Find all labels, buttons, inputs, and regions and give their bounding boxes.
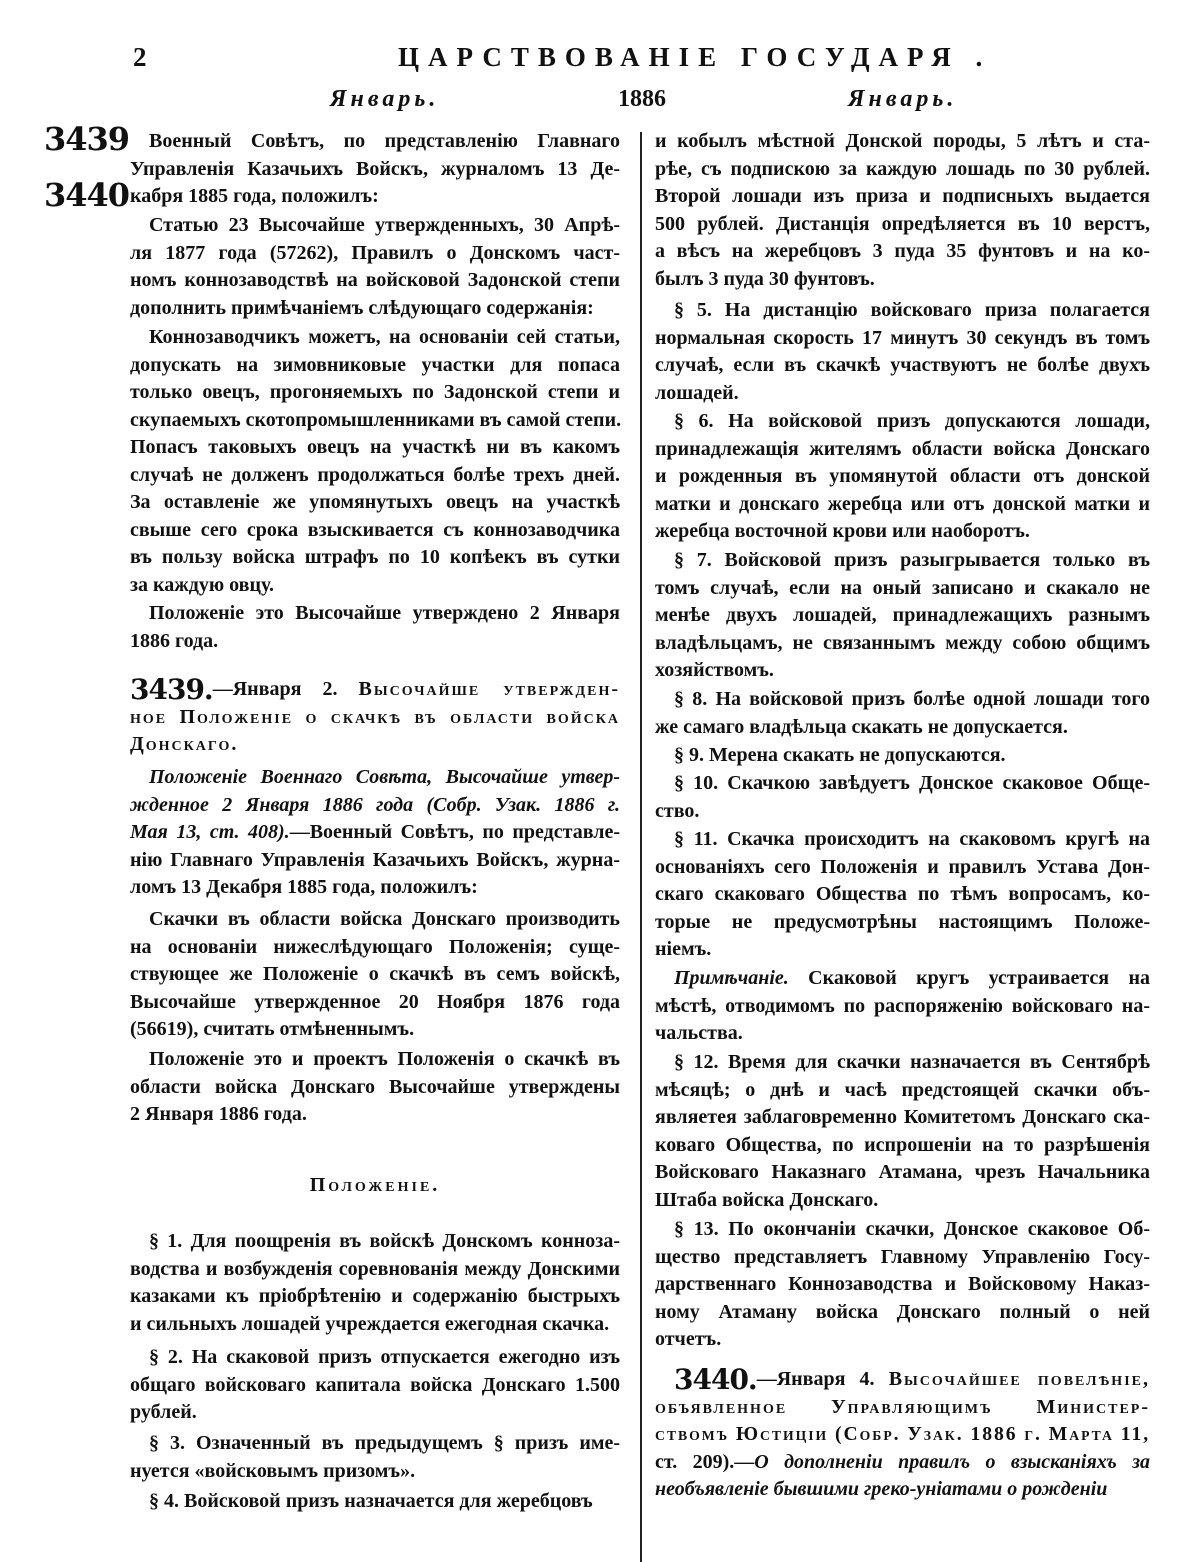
text-segment: необъявленіе бывшими греко-уніатами о рожденіи	[655, 1478, 1108, 1500]
entry-number: 3440.	[674, 1363, 757, 1396]
paragraph	[655, 128, 1150, 293]
text-line	[655, 1363, 1150, 1396]
text-line: § 3. Означенный въ предыдущемъ § призъ име-	[149, 1432, 620, 1454]
text-line	[130, 673, 621, 706]
text-line: Попасъ таковыхъ овецъ на участкѣ ни въ какомъ	[130, 436, 620, 458]
text-line: § 4. Войсковой призъ назначается для жеребцовъ	[149, 1490, 593, 1512]
text-line: § 10. Скачкою завѣдуетъ Донское скаковое Обще-	[674, 772, 1150, 794]
text-line: § 13. По окончаніи скачки, Донское скаковое Об-	[674, 1218, 1150, 1240]
text-line: нію Главнаго Управленія Казачьихъ Войскъ, журна-	[130, 848, 620, 871]
text-line: ніемъ.	[655, 938, 712, 960]
text-line: свыше сего срока взыскивается съ коннозаводчика	[130, 518, 620, 541]
text-line: же самаго владѣльца скакать не допускается.	[655, 715, 1068, 738]
text-line: отчетъ.	[655, 1328, 722, 1350]
text-line: случаѣ, если въ скачкѣ участвуютъ не болѣе двухъ	[655, 354, 1150, 376]
text-line: § 11. Скачка происходитъ на скаковомъ кругѣ на	[674, 828, 1150, 850]
text-segment: Примѣчаніе.	[674, 967, 789, 989]
running-title: ЦАРСТВОВАНІЕ ГОСУДАРЯ .	[398, 42, 992, 72]
text-line: скупаемыхъ скотопромышленниками въ самой степи.	[130, 408, 622, 431]
text-line: Статью 23 Высочайше утвержденныхъ, 30 Апрѣ-	[149, 214, 620, 236]
text-line	[655, 1449, 1150, 1477]
text-line: а вѣсъ на жеребцовъ 3 пуда 35 фунтовъ и на ко-	[655, 240, 1150, 262]
text-line: Штаба войска Донскаго.	[655, 1188, 879, 1211]
paragraph	[655, 686, 1150, 741]
paragraph	[130, 324, 620, 599]
text-segment: объявленное Управляющимъ Министер-	[655, 1395, 1150, 1418]
text-line: случаѣ не долженъ продолжаться болѣе трехъ дней.	[130, 463, 620, 486]
text-line	[130, 792, 620, 820]
margin-number-second: 3440	[44, 176, 130, 214]
text-line: (56619), считать отмѣненнымъ.	[130, 1018, 415, 1040]
paragraph	[130, 1430, 620, 1485]
text-line: нормальная скорость 17 минутъ 30 секундъ въ томъ	[655, 326, 1150, 349]
text-line: и кобылъ мѣстной Донской породы, 5 лѣтъ и ста-	[655, 130, 1150, 152]
text-segment: —Января 4.	[756, 1368, 889, 1390]
paragraph	[655, 547, 1150, 685]
text-line: въ пользу войска штрафъ по 10 копѣекъ въ сутки	[130, 546, 620, 568]
text-segment: Высочайше утвержден-	[358, 678, 621, 700]
text-line: номъ коннозаводствѣ на войсковой Задонской степи	[130, 269, 620, 291]
paragraph	[655, 770, 1150, 825]
text-line: 500 рублей. Дистанція опредѣляется въ 10 верстъ,	[655, 212, 1150, 235]
text-line: за каждую овцу.	[130, 573, 274, 596]
text-line: § 7. Войсковой призъ разыгрывается только въ	[674, 549, 1150, 571]
text-line: дополнить примѣчаніемъ слѣдующаго содержанія:	[130, 296, 594, 319]
text-line: скаго скаковаго Общества по тѣмъ вопросамъ, ко-	[655, 883, 1150, 905]
paragraph	[130, 128, 620, 211]
text-line: владѣльцамъ, не связаннымъ между собою общимъ	[655, 631, 1150, 654]
text-line	[130, 764, 620, 792]
text-line	[655, 965, 1150, 993]
text-line: § 1. Для поощренія въ войскѣ Донскомъ конноза-	[149, 1230, 620, 1252]
text-line: основаніяхъ сего Положенія и правилъ Устава Дон-	[655, 855, 1150, 878]
paragraph	[655, 1049, 1150, 1214]
text-line: Положеніе это и проектъ Положенія о скачкѣ въ	[149, 1048, 620, 1070]
paragraph	[655, 408, 1150, 546]
text-line: § 8. На войсковой призъ болѣе одной лошади того	[674, 688, 1150, 710]
text-segment: Скаковой кругъ устраивается на	[788, 967, 1150, 989]
text-segment: ст. 209).—	[655, 1450, 755, 1473]
text-line	[130, 704, 620, 732]
paragraph	[130, 764, 620, 902]
text-line: лошадей.	[655, 381, 739, 404]
text-line: § 12. Время для скачки назначается въ Сентябрѣ	[674, 1051, 1150, 1073]
text-line: Второй лошади изъ приза и подписныхъ выдается	[655, 185, 1150, 207]
text-line: Коннозаводчикъ можетъ, на основаніи сей статьи,	[149, 326, 620, 348]
text-line: казаками къ пріобрѣтенію и содержанію быстрыхъ	[130, 1285, 620, 1307]
text-line: 2 Января 1886 года.	[130, 1103, 307, 1125]
paragraph	[130, 212, 620, 322]
text-line: только овецъ, прогоняемыхъ по Задонской степи и	[130, 381, 620, 403]
text-line: § 5. На дистанцію войсковаго приза полагается	[674, 299, 1150, 321]
text-line: Высочайше утвержденное 20 Ноября 1876 года	[130, 990, 620, 1013]
text-line	[655, 1476, 1150, 1504]
text-line: и рожденныя въ упомянутой области отъ донской	[655, 465, 1150, 487]
text-line: нуется «войсковымъ призомъ».	[130, 1459, 416, 1482]
month-left: Январь.	[330, 86, 440, 112]
text-segment: —Военный Совѣтъ, по представле-	[289, 821, 621, 843]
text-line: жеребца восточной крови или наоборотъ.	[655, 520, 1030, 542]
paragraph	[655, 826, 1150, 964]
text-line: рублей.	[130, 1401, 197, 1423]
text-line: допускать на зимовниковые участки для попаса	[130, 353, 620, 376]
text-line	[130, 731, 620, 759]
text-line: щество представляетъ Главному Управленію Госу-	[655, 1245, 1150, 1268]
text-segment: Мая 13, ст. 408).	[130, 821, 290, 843]
text-segment: жденное 2 Января 1886 года (Собр. Узак. 1886 г.	[130, 793, 620, 816]
text-line: матки и донскаго жеребца или отъ донской матки и	[655, 492, 1150, 515]
section-heading	[130, 1172, 620, 1200]
text-line: кабря 1885 года, положилъ:	[130, 185, 379, 207]
year: 1886	[618, 86, 666, 112]
text-line: мѣсяцѣ; о днѣ и часѣ предстоящей скачки объ-	[655, 1078, 1150, 1101]
text-line: Положеніе это Высочайше утверждено 2 Января	[149, 602, 620, 624]
text-line: § 9. Мерена скакать не допускаются.	[674, 744, 1006, 766]
paragraph	[655, 1216, 1150, 1354]
text-segment: Положеніе Военнаго Совѣта, Высочайше утвер-	[149, 766, 620, 788]
text-line: Войсковаго Наказнаго Атамана, чрезъ Начальника	[655, 1161, 1150, 1183]
text-line: торые не предусмотрѣны настоящимъ Положе-	[655, 910, 1150, 933]
text-line: Военный Совѣтъ, по представленію Главнаго	[149, 130, 620, 152]
text-line: ля 1877 года (57262), Правилъ о Донскомъ част-	[130, 241, 620, 264]
text-line: ломъ 13 Декабря 1885 года, положилъ:	[130, 876, 478, 898]
text-line: на основаніи нижеслѣдующаго Положенія; суще-	[130, 935, 620, 958]
text-line: ному Атаману войска Донскаго полный о ней	[655, 1300, 1150, 1323]
text-segment: О дополненіи правилъ о взысканіяхъ за	[754, 1450, 1151, 1473]
text-line: хозяйствомъ.	[655, 659, 774, 681]
text-line	[130, 819, 620, 847]
text-line: § 6. На войсковой призъ допускаются лошади,	[674, 410, 1150, 432]
text-line: водства и возбужденія соревнованія между Донскими	[130, 1257, 620, 1280]
paragraph	[130, 1046, 620, 1129]
text-line	[655, 1394, 1150, 1422]
text-line: 1886 года.	[130, 629, 219, 652]
text-line: дарственнаго Коннозаводства и Войсковому Наказ-	[655, 1273, 1150, 1295]
paragraph	[655, 297, 1150, 407]
paragraph	[130, 906, 620, 1044]
text-line: и сильныхъ лошадей учреждается ежегодная скачка.	[130, 1312, 610, 1335]
paragraph	[130, 1228, 620, 1338]
text-segment: —Января 2.	[212, 678, 359, 700]
paragraph	[655, 965, 1150, 1048]
paragraph	[655, 1363, 1151, 1504]
page-number: 2	[133, 42, 147, 72]
text-line: Управленія Казачьихъ Войскъ, журналомъ 13 Де-	[130, 157, 620, 180]
text-line: § 2. На скаковой призъ отпускается ежегодно изъ	[149, 1346, 620, 1368]
column-divider	[640, 132, 642, 1562]
text-line: принадлежащія жителямъ области войска Донскаго	[655, 437, 1150, 460]
month-right: Январь.	[848, 86, 958, 112]
text-line: чальства.	[655, 1022, 743, 1044]
text-line: рѣе, съ подпискою за каждую лошадь по 30 рублей.	[655, 157, 1150, 180]
text-line: Скачки въ области войска Донскаго производить	[149, 908, 620, 930]
text-line: мѣстѣ, отводимомъ по распоряженію войсковаго на-	[655, 994, 1150, 1017]
text-line: коваго Общества, по испрошеніи на то разрѣшенія	[655, 1133, 1150, 1156]
text-line: области войска Донскаго Высочайше утверждены	[130, 1075, 620, 1098]
text-line: былъ 3 пуда 30 фунтовъ.	[655, 267, 875, 290]
paragraph	[130, 673, 621, 759]
paragraph	[655, 742, 1150, 770]
text-segment: Высочайшее повелѣніе,	[888, 1368, 1150, 1390]
text-line: являетея заблаговременно Комитетомъ Донскаго ска-	[655, 1106, 1150, 1128]
entry-number: 3439.	[130, 673, 213, 706]
text-line	[655, 1421, 1150, 1449]
text-line: ствующее же Положеніе о скачкѣ въ семъ войскѣ,	[130, 963, 620, 985]
paragraph	[130, 1488, 620, 1516]
text-line: менѣе двухъ лошадей, принадлежащихъ разнымъ	[655, 604, 1150, 626]
text-segment: Донскаго.	[130, 733, 239, 755]
paragraph	[130, 600, 620, 655]
text-line: За оставленіе же упомянутыхъ овецъ на участкѣ	[130, 491, 620, 513]
text-segment: ствомъ Юстиціи (Собр. Узак. 1886 г. Марта 11,	[655, 1423, 1151, 1445]
text-segment: ное Положеніе о скачкѣ въ области войска	[130, 705, 620, 728]
margin-number-first: 3439	[44, 120, 130, 158]
text-line: общаго войсковаго капитала войска Донскаго 1.500	[130, 1373, 620, 1396]
text-line: Положеніе.	[309, 1174, 441, 1196]
text-line: ство.	[655, 799, 700, 822]
paragraph	[130, 1344, 620, 1427]
text-line: томъ случаѣ, если на оный записано и скакало не	[655, 576, 1150, 599]
